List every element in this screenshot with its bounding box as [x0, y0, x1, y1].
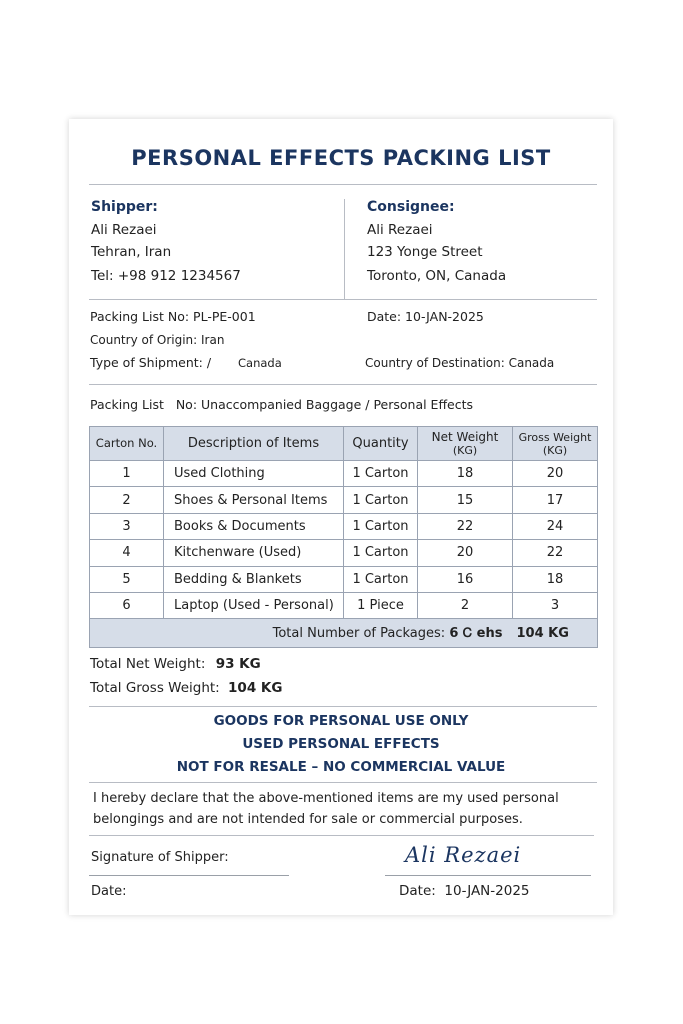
cell-carton: 4 — [90, 540, 164, 566]
divider — [89, 782, 597, 783]
header-net-weight — [418, 427, 513, 461]
header-net-weight-label: Net Weight — [431, 429, 499, 444]
header-gross-weight-unit: (KG) — [542, 443, 568, 457]
date-label-left: Date: — [91, 884, 127, 899]
divider — [89, 184, 597, 185]
table-row — [90, 461, 598, 487]
packing-list-description: Packing List No: Unaccompanied Baggage / Personal Effects — [90, 397, 474, 412]
divider — [89, 706, 597, 707]
total-gross-weight-value: 104 KG — [228, 680, 283, 696]
shipper-label: Shipper: — [91, 199, 158, 215]
header-gross-weight — [513, 427, 598, 461]
cell-quantity: 1 Carton — [344, 566, 418, 592]
total-packages-value: 6 Ꮯ ehs — [449, 625, 503, 641]
shipper-name: Ali Rezaei — [91, 222, 157, 238]
consignee-name: Ali Rezaei — [367, 222, 433, 238]
consignee-city: Toronto, ON, Canada — [367, 268, 507, 284]
packing-list-sheet — [69, 119, 613, 915]
header-quantity: Quantity — [344, 427, 418, 461]
document-date: Date: 10-JAN-2025 — [367, 309, 484, 324]
cell-description: Shoes & Personal Items — [164, 487, 344, 513]
consignee-street: 123 Yonge Street — [367, 244, 483, 260]
cell-net-weight: 18 — [418, 461, 513, 487]
country-of-destination: Country of Destination: Canada — [365, 356, 555, 370]
header-net-weight-unit: (KG) — [452, 443, 478, 457]
cell-carton: 2 — [90, 487, 164, 513]
cell-description: Bedding & Blankets — [164, 566, 344, 592]
total-net-weight — [90, 656, 261, 672]
total-gross-weight — [90, 680, 282, 696]
cell-net-weight: 16 — [418, 566, 513, 592]
cell-net-weight: 2 — [418, 592, 513, 618]
cell-gross-weight: 3 — [513, 592, 598, 618]
items-table — [89, 426, 598, 648]
table-row — [90, 566, 598, 592]
handwritten-signature: Ali Rezaei — [405, 843, 522, 867]
cell-quantity: 1 Carton — [344, 513, 418, 539]
cell-description: Laptop (Used - Personal) — [164, 592, 344, 618]
header-gross-weight-label: Gross Weight — [518, 430, 592, 444]
total-net-weight-label: Total Net Weight: — [90, 656, 206, 672]
cell-quantity: 1 Carton — [344, 487, 418, 513]
divider — [89, 299, 597, 300]
cell-carton: 3 — [90, 513, 164, 539]
total-gross-weight-label: Total Gross Weight: — [90, 680, 220, 696]
notice-used-effects: USED PERSONAL EFFECTS — [242, 736, 440, 752]
signature-date: Date: 10-JAN-2025 — [399, 883, 530, 899]
cell-gross-weight: 24 — [513, 513, 598, 539]
cell-carton: 6 — [90, 592, 164, 618]
signature-label: Signature of Shipper: — [91, 850, 229, 865]
type-of-shipment: Type of Shipment: / — [90, 355, 212, 370]
signature-line-left — [89, 875, 289, 876]
notice-not-for-resale: NOT FOR RESALE – NO COMMERCIAL VALUE — [176, 759, 506, 775]
table-row — [90, 513, 598, 539]
cell-net-weight: 20 — [418, 540, 513, 566]
cell-carton: 1 — [90, 461, 164, 487]
column-divider — [344, 199, 345, 299]
cell-gross-weight: 22 — [513, 540, 598, 566]
divider — [89, 835, 594, 836]
cell-gross-weight: 18 — [513, 566, 598, 592]
table-header-row — [90, 427, 598, 461]
declaration-line-2: belongings and are not intended for sale or commercial purposes. — [93, 812, 523, 827]
header-description: Description of Items — [164, 427, 344, 461]
signature-line-right — [385, 875, 591, 876]
total-packages-label: Total Number of Packages: — [272, 625, 446, 641]
shipper-city: Tehran, Iran — [91, 244, 172, 260]
table-row — [90, 487, 598, 513]
table-total-row — [90, 619, 598, 648]
total-packages-cell — [90, 619, 513, 648]
table-row — [90, 540, 598, 566]
total-net-weight-value: 93 KG — [215, 656, 261, 672]
cell-gross-weight: 20 — [513, 461, 598, 487]
document-title: PERSONAL EFFECTS PACKING LIST — [131, 146, 551, 170]
cell-description: Kitchenware (Used) — [164, 540, 344, 566]
table-row — [90, 592, 598, 618]
notice-personal-use: GOODS FOR PERSONAL USE ONLY — [213, 713, 469, 729]
header-carton-no: Carton No. — [90, 427, 164, 461]
type-of-shipment-value: Canada — [238, 356, 282, 370]
cell-net-weight: 22 — [418, 513, 513, 539]
divider — [89, 384, 597, 385]
cell-description: Books & Documents — [164, 513, 344, 539]
cell-quantity: 1 Piece — [344, 592, 418, 618]
cell-net-weight: 15 — [418, 487, 513, 513]
cell-gross-weight: 17 — [513, 487, 598, 513]
packing-list-number: Packing List No: PL-PE-001 — [90, 309, 256, 324]
consignee-label: Consignee: — [367, 199, 455, 215]
country-of-origin: Country of Origin: Iran — [90, 333, 225, 347]
cell-quantity: 1 Carton — [344, 540, 418, 566]
declaration-line-1: I hereby declare that the above-mentioned items are my used personal — [93, 791, 559, 806]
cell-description: Used Clothing — [164, 461, 344, 487]
shipper-phone: Tel: +98 912 1234567 — [91, 268, 241, 284]
cell-quantity: 1 Carton — [344, 461, 418, 487]
cell-carton: 5 — [90, 566, 164, 592]
total-gross-cell: 104 KG — [513, 619, 598, 648]
